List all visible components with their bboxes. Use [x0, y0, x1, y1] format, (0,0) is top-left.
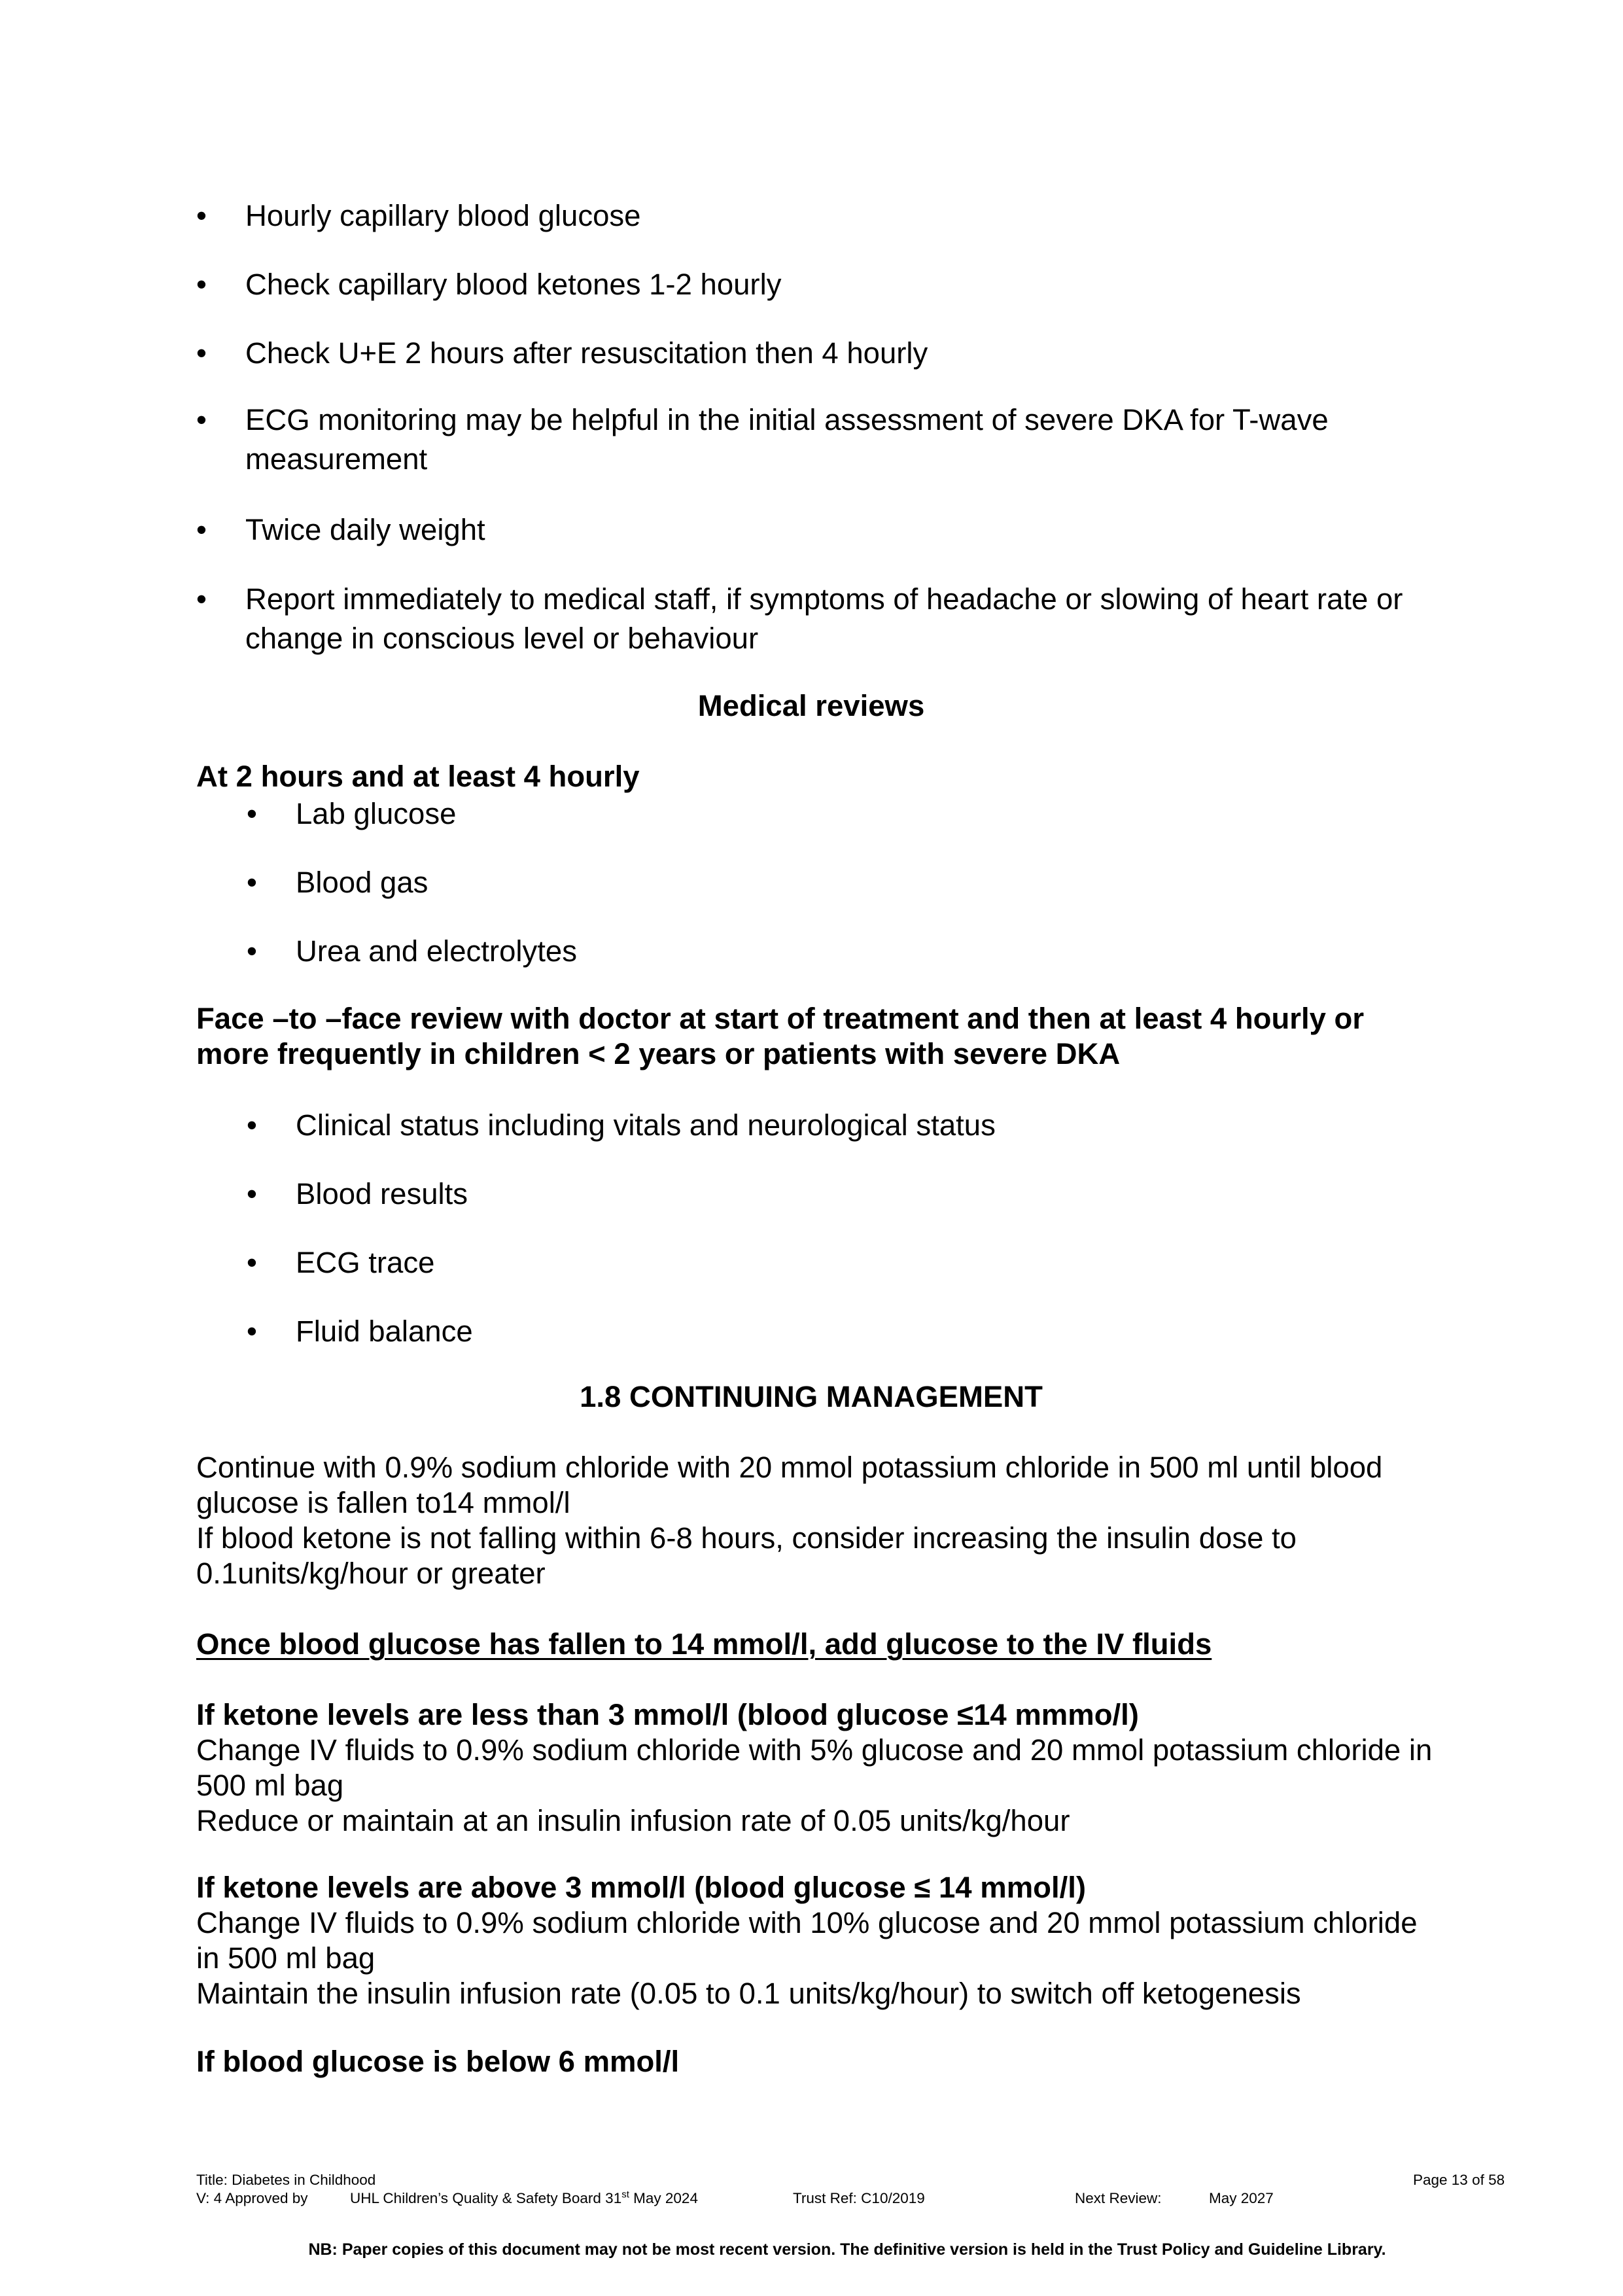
footer-trust-ref: Trust Ref: C10/2019	[793, 2190, 925, 2206]
bullet-icon: •	[196, 336, 207, 370]
paragraph: Continue with 0.9% sodium chloride with 20 mmol potassium chloride in 500 ml until blood glucose is fallen to14 mmol/l	[196, 1451, 1383, 1519]
bullet-icon: •	[196, 513, 207, 546]
bullet-text: ECG trace	[296, 1246, 435, 1279]
paragraph: Change IV fluids to 0.9% sodium chloride with 5% glucose and 20 mmol potassium chloride in 500 ml bag	[196, 1733, 1433, 1802]
bullet-text: Twice daily weight	[245, 513, 485, 546]
footer-board-sup: st	[621, 2189, 629, 2200]
section-heading: 1.8 CONTINUING MANAGEMENT	[580, 1380, 1043, 1413]
footer-next-review-date: May 2027	[1209, 2190, 1274, 2206]
paragraph: Maintain the insulin infusion rate (0.05 to 0.1 units/kg/hour) to switch off ketogenesis	[196, 1977, 1301, 2010]
subheading: If ketone levels are above 3 mmol/l (blood glucose ≤ 14 mmol/l)	[196, 1871, 1087, 1904]
bullet-icon: •	[247, 1108, 257, 1142]
footer-approval-board	[350, 2189, 698, 2208]
section-heading: Medical reviews	[697, 689, 925, 722]
bullet-text: Check capillary blood ketones 1-2 hourly	[245, 268, 782, 301]
bullet-icon: •	[247, 934, 257, 968]
bullet-text: Fluid balance	[296, 1315, 473, 1348]
face-to-face-heading: Face –to –face review with doctor at start of treatment and then at least 4 hourly or more frequently in children < 2 years or patients with severe DKA	[196, 1002, 1365, 1070]
subheading: At 2 hours and at least 4 hourly	[196, 760, 640, 793]
bullet-text: Clinical status including vitals and neurological status	[296, 1108, 996, 1142]
bullet-text: Hourly capillary blood glucose	[245, 199, 641, 232]
bullet-icon: •	[247, 1177, 257, 1210]
footer-disclaimer: NB: Paper copies of this document may not be most recent version. The definitive version is held in the Trust Policy and Guideline Library.	[308, 2240, 1386, 2259]
bullet-icon: •	[247, 797, 257, 830]
footer-next-review-label: Next Review:	[1075, 2190, 1162, 2206]
underlined-instruction: Once blood glucose has fallen to 14 mmol/l, add glucose to the IV fluids	[196, 1627, 1212, 1661]
bullet-icon: •	[247, 1246, 257, 1279]
bullet-text: ECG monitoring may be helpful in the initial assessment of severe DKA for T-wave measurement	[245, 403, 1329, 476]
bullet-text: Lab glucose	[296, 797, 457, 830]
bullet-icon: •	[196, 403, 207, 436]
footer-board-text: UHL Children’s Quality & Safety Board 31	[350, 2190, 622, 2206]
subheading: If blood glucose is below 6 mmol/l	[196, 2045, 680, 2078]
bullet-icon: •	[196, 582, 207, 616]
bullet-text: Report immediately to medical staff, if symptoms of headache or slowing of heart rate or change in conscious level or behaviour	[245, 582, 1403, 655]
bullet-text: Blood results	[296, 1177, 468, 1210]
bullet-icon: •	[196, 268, 207, 301]
footer-version: V: 4 Approved by	[196, 2190, 308, 2206]
bullet-icon: •	[196, 199, 207, 232]
bullet-text: Blood gas	[296, 866, 428, 899]
subheading: If ketone levels are less than 3 mmol/l (blood glucose ≤14 mmmo/l)	[196, 1698, 1139, 1731]
bullet-text: Urea and electrolytes	[296, 934, 577, 968]
footer-page-number: Page 13 of 58	[1413, 2172, 1505, 2188]
bullet-icon: •	[247, 1315, 257, 1348]
paragraph: If blood ketone is not falling within 6-8 hours, consider increasing the insulin dose to 0.1units/kg/hour or greater	[196, 1521, 1297, 1590]
bullet-icon: •	[247, 866, 257, 899]
footer-board-date: May 2024	[629, 2190, 698, 2206]
paragraph: Change IV fluids to 0.9% sodium chloride with 10% glucose and 20 mmol potassium chloride in 500 ml bag	[196, 1906, 1418, 1975]
paragraph: Reduce or maintain at an insulin infusion rate of 0.05 units/kg/hour	[196, 1804, 1070, 1837]
bullet-text: Check U+E 2 hours after resuscitation then 4 hourly	[245, 336, 928, 370]
footer-title: Title: Diabetes in Childhood	[196, 2172, 376, 2188]
